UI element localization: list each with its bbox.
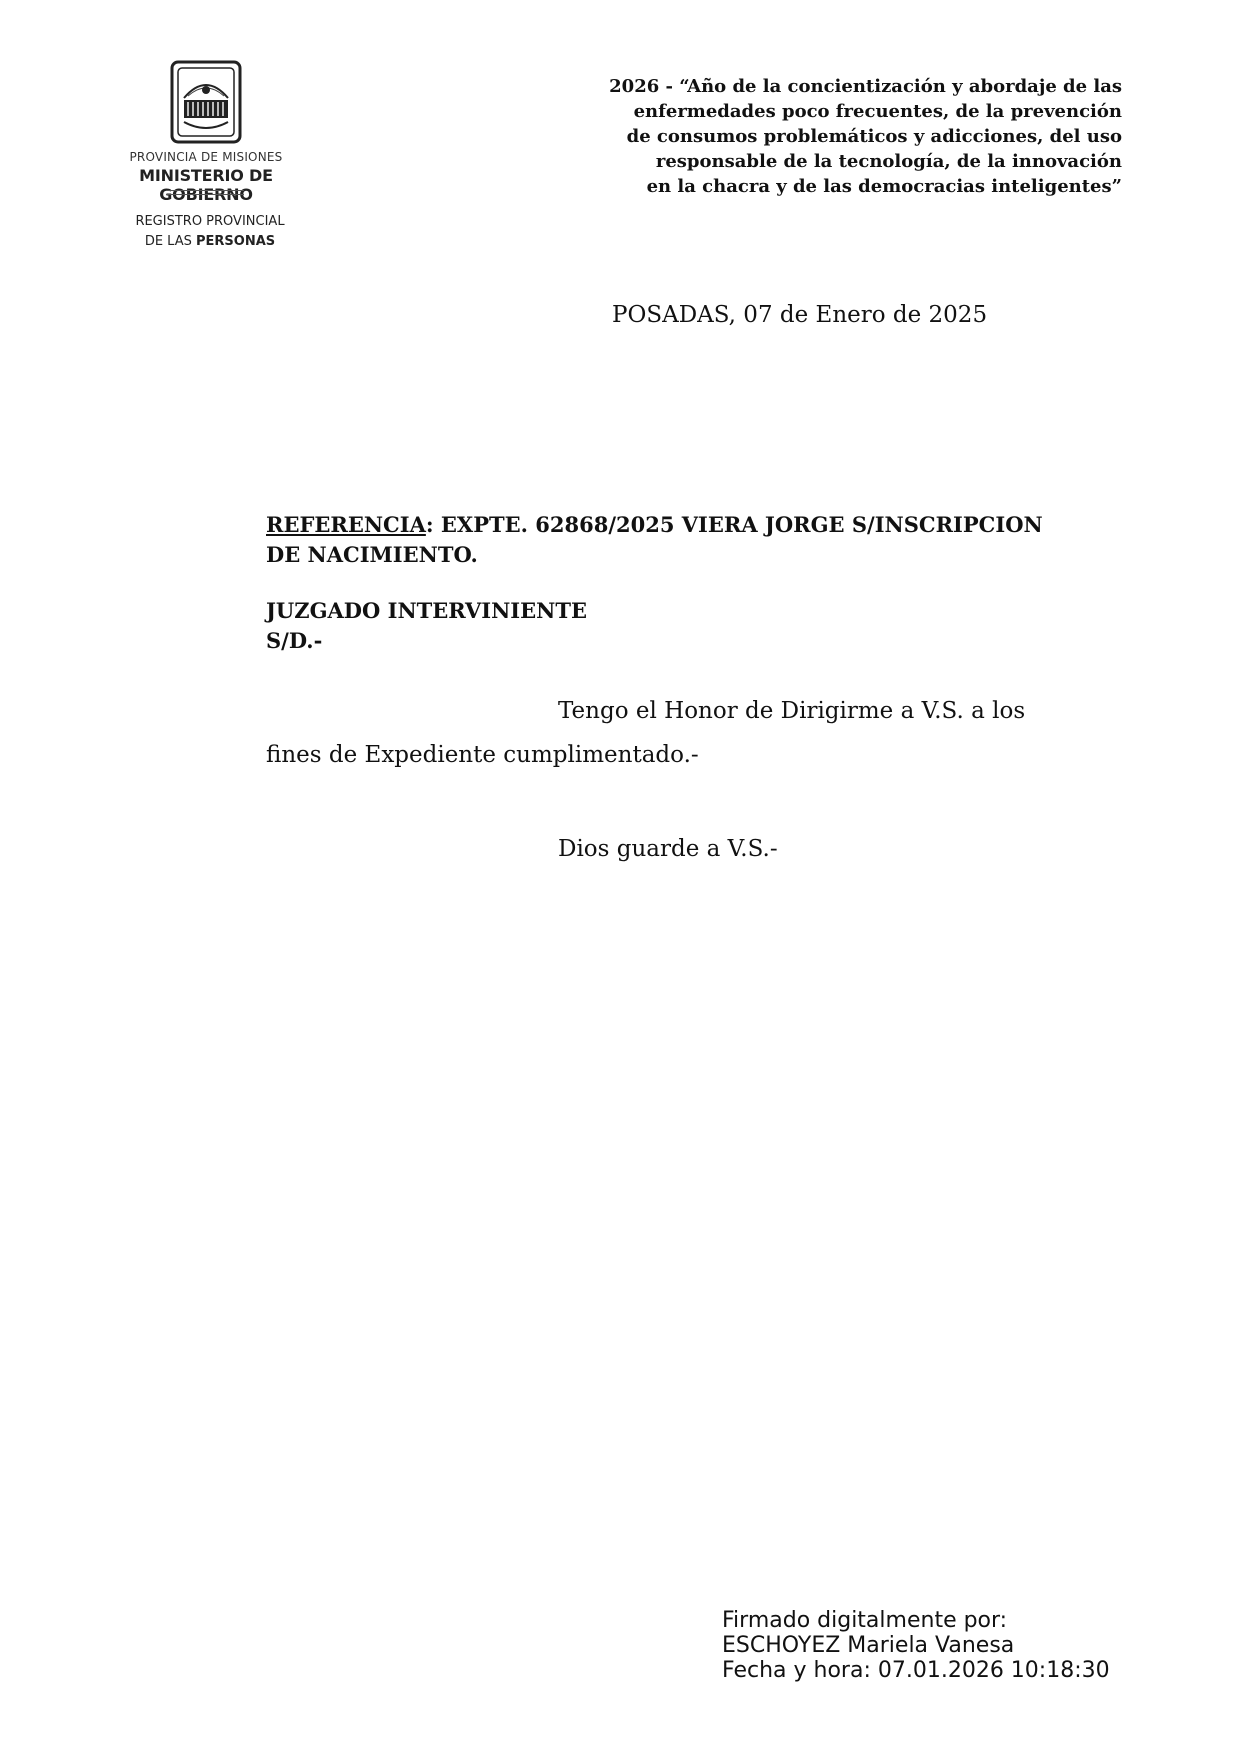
addressee-court: JUZGADO INTERVINIENTE: [266, 598, 587, 623]
province-name: PROVINCIA DE MISIONES: [129, 150, 283, 164]
motto-line: en la chacra y de las democracias inteligentes”: [646, 176, 1122, 197]
motto-line: enfermedades poco frecuentes, de la prevención: [633, 101, 1122, 122]
reference-line1: [266, 510, 1166, 540]
reference-label: REFERENCIA: [266, 512, 426, 537]
motto-line: responsable de la tecnología, de la innovación: [655, 151, 1122, 172]
provincial-seal-logo: [162, 58, 250, 146]
reference-block: [266, 510, 1166, 570]
addressee-block: [266, 596, 587, 656]
registry-name-prefix: DE LAS: [144, 234, 197, 249]
body-text-line2: fines de Expediente cumplimentado.-: [266, 742, 699, 768]
addressee-sd: S/D.-: [266, 628, 323, 653]
signature-datetime: Fecha y hora: 07.01.2026 10:18:30: [722, 1658, 1110, 1683]
signer-name: ESCHOYEZ Mariela Vanesa: [722, 1633, 1015, 1658]
letter-date: POSADAS, 07 de Enero de 2025: [612, 302, 988, 328]
registry-name-line1: REGISTRO PROVINCIAL: [135, 214, 285, 229]
motto-line: de consumos problemáticos y adicciones, del uso: [626, 126, 1122, 147]
letterhead-divider: [166, 190, 244, 191]
body-text-line1: Tengo el Honor de Dirigirme a V.S. a los: [558, 698, 1026, 724]
reference-line2: DE NACIMIENTO.: [266, 542, 478, 567]
registry-name-bold: PERSONAS: [196, 234, 276, 249]
digital-signature-block: [722, 1608, 1110, 1683]
ministry-name: MINISTERIO DE GOBIERNO: [139, 166, 273, 204]
registry-name-line2: [90, 234, 330, 249]
motto-line: 2026 - “Año de la concientización y abordaje de las: [609, 76, 1122, 97]
signature-label: Firmado digitalmente por:: [722, 1608, 1008, 1633]
letterhead-divider: [166, 194, 244, 195]
closing-text: Dios guarde a V.S.-: [558, 836, 778, 862]
year-motto: [502, 74, 1122, 199]
reference-file: : EXPTE. 62868/2025 VIERA JORGE S/INSCRIPCION: [425, 512, 1043, 537]
